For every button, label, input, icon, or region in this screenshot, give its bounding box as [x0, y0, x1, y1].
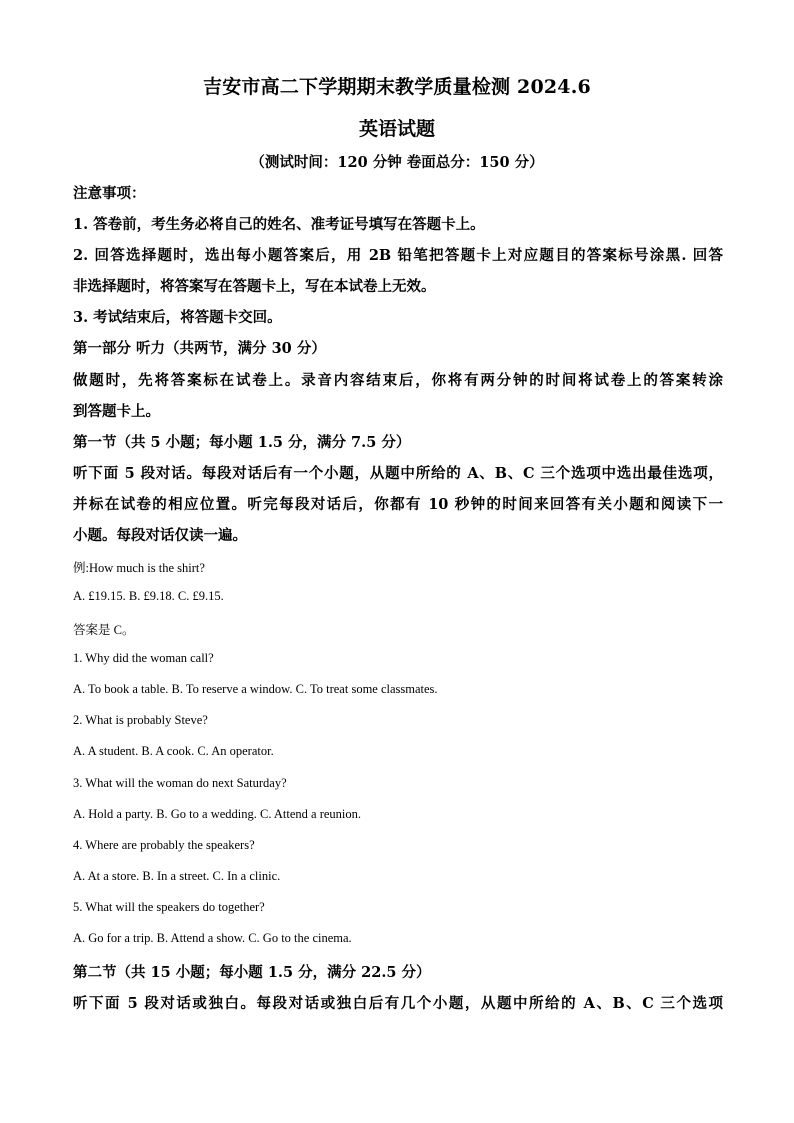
- notes-item-1: 1. 答卷前，考生务必将自己的姓名、准考证号填写在答题卡上。: [73, 216, 485, 233]
- question-1: 1. Why did the woman call?: [73, 651, 214, 665]
- question-3-options: A. Hold a party. B. Go to a wedding. C. Attend a reunion.: [73, 807, 362, 821]
- notes-heading: 注意事项：: [73, 185, 146, 202]
- exam-time-info: （测试时间：120 分钟 卷面总分：150 分）: [250, 154, 544, 171]
- exam-subject: 英语试题: [358, 118, 435, 140]
- section1-heading: 第一节（共 5 小题；每小题 1.5 分，满分 7.5 分）: [73, 434, 411, 451]
- part1-instruction-line-1: 做题时，先将答案标在试卷上。录音内容结束后，你将有两分钟的时间将试卷上的答案转涂: [73, 372, 723, 389]
- section1-instruction-line-2: 并标在试卷的相应位置。听完每段对话后，你都有 10 秒钟的时间来回答有关小题和阅读下一: [73, 496, 723, 513]
- example-answer: 答案是 C。: [73, 623, 135, 637]
- question-2: 2. What is probably Steve?: [73, 713, 208, 727]
- section2-heading: 第二节（共 15 小题；每小题 1.5 分，满分 22.5 分）: [73, 964, 431, 981]
- section1-instruction-line-1: 听下面 5 段对话。每段对话后有一个小题，从题中所给的 A、B、C 三个选项中选出最佳选项，: [73, 465, 723, 482]
- question-4: 4. Where are probably the speakers?: [73, 838, 255, 852]
- part1-instruction-line-2: 到答题卡上。: [73, 403, 160, 420]
- section2-instruction-line-1: 听下面 5 段对话或独白。每段对话或独白后有几个小题，从题中所给的 A、B、C 三个选项: [73, 995, 723, 1012]
- question-1-options: A. To book a table. B. To reserve a window. C. To treat some classmates.: [73, 682, 438, 696]
- notes-item-2-line-1: 2. 回答选择题时，选出每小题答案后，用 2B 铅笔把答题卡上对应题目的答案标号涂黑. 回答: [73, 247, 723, 264]
- section1-instruction-line-3: 小题。每段对话仅读一遍。: [73, 527, 247, 544]
- question-2-options: A. A student. B. A cook. C. An operator.: [73, 744, 274, 758]
- example-options: A. £19.15. B. £9.18. C. £9.15.: [73, 589, 224, 603]
- part1-heading: 第一部分 听力（共两节，满分 30 分）: [73, 340, 326, 357]
- question-4-options: A. At a store. B. In a street. C. In a clinic.: [73, 869, 281, 883]
- example-question: 例:How much is the shirt?: [73, 561, 205, 575]
- notes-item-2-line-2: 非选择题时，将答案写在答题卡上，写在本试卷上无效。: [73, 278, 436, 295]
- question-3: 3. What will the woman do next Saturday?: [73, 776, 287, 790]
- exam-title: 吉安市高二下学期期末教学质量检测 2024.6: [203, 76, 591, 98]
- question-5: 5. What will the speakers do together?: [73, 900, 265, 914]
- question-5-options: A. Go for a trip. B. Attend a show. C. Go to the cinema.: [73, 931, 352, 945]
- notes-item-3: 3. 考试结束后，将答题卡交回。: [73, 309, 282, 326]
